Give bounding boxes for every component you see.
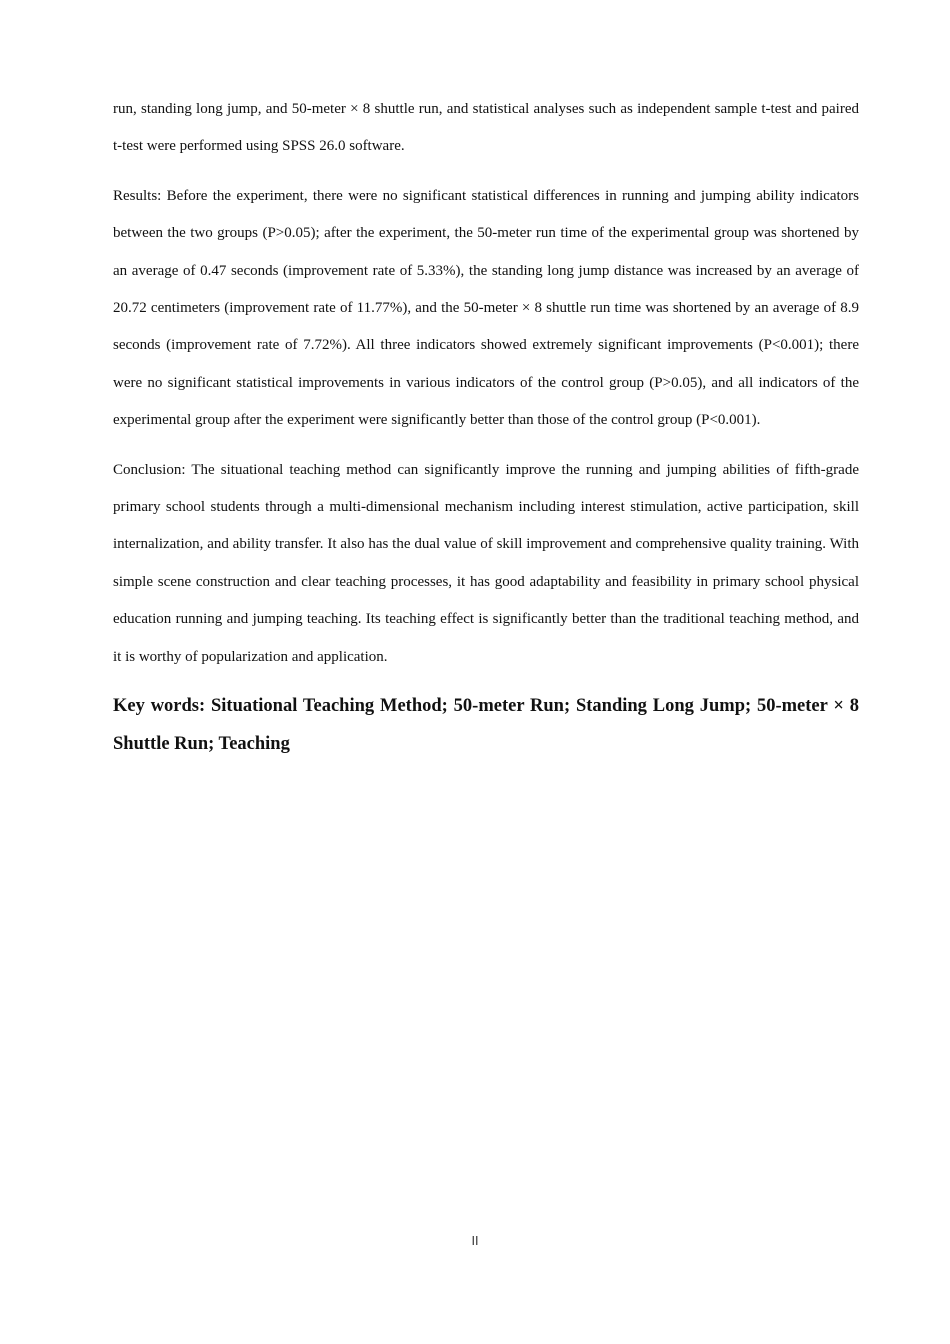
results-paragraph: Results: Before the experiment, there were no significant statistical differences in running and jumping ability indicators between the two groups (P>0.05); after the experiment, the 50-meter run time of the experimental group was shortened by an average of 0.47 seconds (improvement rate of 5.33%), the standing long jump distance was increased by an average of 20.72 centimeters (improvement rate of 11.77%), and the 50-meter × 8 shuttle run time was shortened by an average of 8.9 seconds (improvement rate of 7.72%). All three indicators showed extremely significant improvements (P<0.001); there were no significant statistical improvements in various indicators of the control group (P>0.05), and all indicators of the experimental group after the experiment were significantly better than those of the control group (P<0.001).	[113, 187, 859, 429]
methods-paragraph-tail: run, standing long jump, and 50-meter × 8 shuttle run, and statistical analyses such as independent sample t-test and paired t-test were performed using SPSS 26.0 software.	[113, 101, 859, 155]
page-number: II	[471, 1234, 479, 1248]
conclusion-paragraph: Conclusion: The situational teaching method can significantly improve the running and jumping abilities of fifth-grade primary school students through a multi-dimensional mechanism including interest stimulation, active participation, skill internalization, and ability transfer. It also has the dual value of skill improvement and comprehensive quality training. With simple scene construction and clear teaching processes, it has good adaptability and feasibility in primary school physical education running and jumping teaching. Its teaching effect is significantly better than the traditional teaching method, and it is worthy of popularization and application.	[113, 461, 859, 665]
keywords-line: Key words: Situational Teaching Method; 50-meter Run; Standing Long Jump; 50-meter × 8 Shuttle Run; Teaching	[113, 696, 859, 754]
abstract-body	[113, 91, 859, 763]
